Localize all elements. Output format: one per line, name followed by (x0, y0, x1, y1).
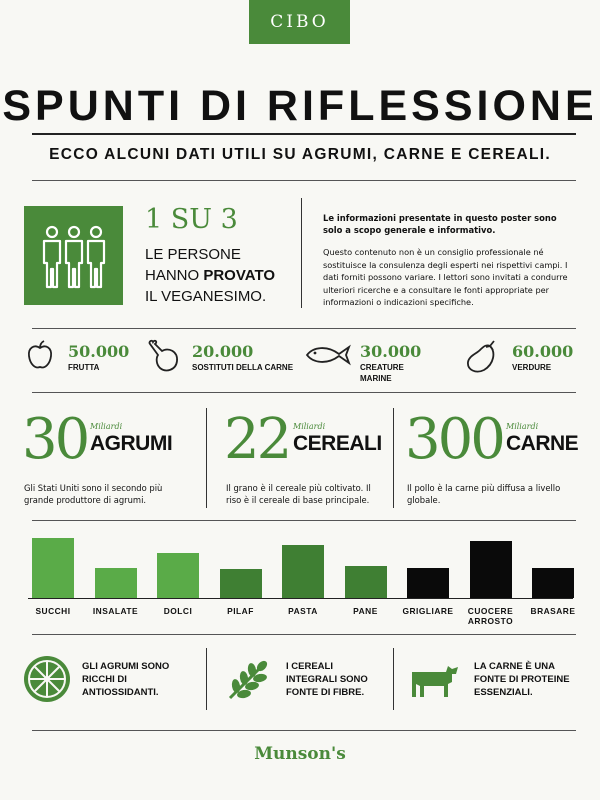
category-unit: Miliardi (90, 422, 123, 431)
vertical-divider (393, 408, 394, 508)
fish-icon (305, 344, 351, 366)
stat-number: 50.000 (68, 342, 130, 361)
cow-icon (410, 662, 460, 698)
disclaimer-bold: Le informazioni presentate in questo poster sono solo a scopo generale e informativo. (323, 213, 557, 235)
drumstick-icon (146, 338, 180, 374)
eggplant-icon (464, 338, 500, 374)
chart-bar (220, 569, 262, 598)
chart-tick-label: PASTA (288, 606, 318, 616)
page-subtitle: ECCO ALCUNI DATI UTILI SU AGRUMI, CARNE E CEREALI. (49, 146, 551, 163)
chart-bar (95, 568, 137, 598)
intro-stat: 1 SU 3 (145, 204, 238, 235)
intro-text (145, 244, 275, 307)
chart-tick-label: PILAF (227, 606, 254, 616)
divider (32, 634, 576, 635)
chart-tick-label: PANE (353, 606, 378, 616)
divider (32, 180, 576, 181)
chart-tick-label: CUOCERE ARROSTO (467, 606, 514, 626)
fact-text: GLI AGRUMI SONO RICCHI DI ANTIOSSIDANTI. (82, 661, 170, 698)
category-name: CEREALI (293, 432, 382, 455)
people-icon-box (24, 206, 123, 305)
stat-label: VERDURE (512, 363, 552, 372)
intro-line-3: IL VEGANESIMO. (145, 288, 267, 305)
category-unit: Miliardi (293, 422, 326, 431)
category-unit: Miliardi (506, 422, 539, 431)
divider (32, 392, 576, 393)
category-desc: Il grano è il cereale più coltivato. Il riso è il cereale di base principale. (226, 483, 371, 505)
chart-bar (32, 538, 74, 598)
divider (32, 730, 576, 731)
stat-number: 30.000 (360, 342, 422, 361)
stat-label: FRUTTA (68, 363, 100, 372)
stat-number: 20.000 (192, 342, 254, 361)
category-desc: Il pollo è la carne più diffusa a livello globale. (407, 483, 561, 505)
stat-label: CREATURE MARINE (360, 363, 404, 383)
intro-line-2 (145, 265, 275, 286)
stat-label: SOSTITUTI DELLA CARNE (192, 363, 294, 372)
chart-tick-label: BRASARE (530, 606, 576, 616)
category-name: AGRUMI (90, 432, 173, 455)
divider (32, 328, 576, 329)
intro-line-2b: PROVATO (203, 267, 276, 284)
category-name: CARNE (506, 432, 579, 455)
citrus-slice-icon (22, 654, 72, 704)
chart-tick-label: INSALATE (92, 606, 139, 616)
vertical-divider (206, 648, 207, 710)
page-title: SPUNTI DI RIFLESSIONE (2, 82, 598, 130)
people-icon (38, 223, 110, 289)
fact-text: I CEREALI INTEGRALI SONO FONTE DI FIBRE. (286, 661, 368, 698)
category-number: 300 (405, 407, 503, 472)
chart-bar (345, 566, 387, 598)
vertical-divider (206, 408, 207, 508)
category-number: 22 (224, 407, 290, 472)
chart-baseline (28, 598, 573, 599)
chart-tick-label: DOLCI (163, 606, 193, 616)
disclaimer-body: Questo contenuto non è un consiglio professionale né sostituisce la consulenza degli esperti nei rispettivi campi. I dati forniti possono variare. I lettori sono invitati a condurre ulteriori ricerche e a consultare le fonti appropriate per informazioni o indicazioni specifiche. (323, 247, 568, 307)
intro-line-1: LE PERSONE (145, 246, 241, 263)
fact-text: LA CARNE È UNA FONTE DI PROTEINE ESSENZIALI. (474, 661, 570, 698)
brand-logo: Munson's (254, 744, 346, 764)
vertical-divider (301, 198, 302, 308)
chart-bar (282, 545, 324, 598)
chart-bar (157, 553, 199, 598)
vertical-divider (393, 648, 394, 710)
category-tag: CIBO (249, 0, 350, 44)
category-number: 30 (22, 407, 88, 472)
chart-bar (470, 541, 512, 598)
divider (32, 133, 576, 135)
chart-bar (407, 568, 449, 598)
chart-tick-label: SUCCHI (35, 606, 71, 616)
wheat-icon (226, 658, 270, 702)
divider (32, 520, 576, 521)
chart-bar (532, 568, 574, 598)
stat-number: 60.000 (512, 342, 574, 361)
chart-tick-label: GRIGLIARE (402, 606, 454, 616)
category-desc: Gli Stati Uniti sono il secondo più grande produttore di agrumi. (24, 483, 163, 505)
intro-line-2a: HANNO (145, 267, 204, 284)
apple-icon (26, 340, 54, 370)
